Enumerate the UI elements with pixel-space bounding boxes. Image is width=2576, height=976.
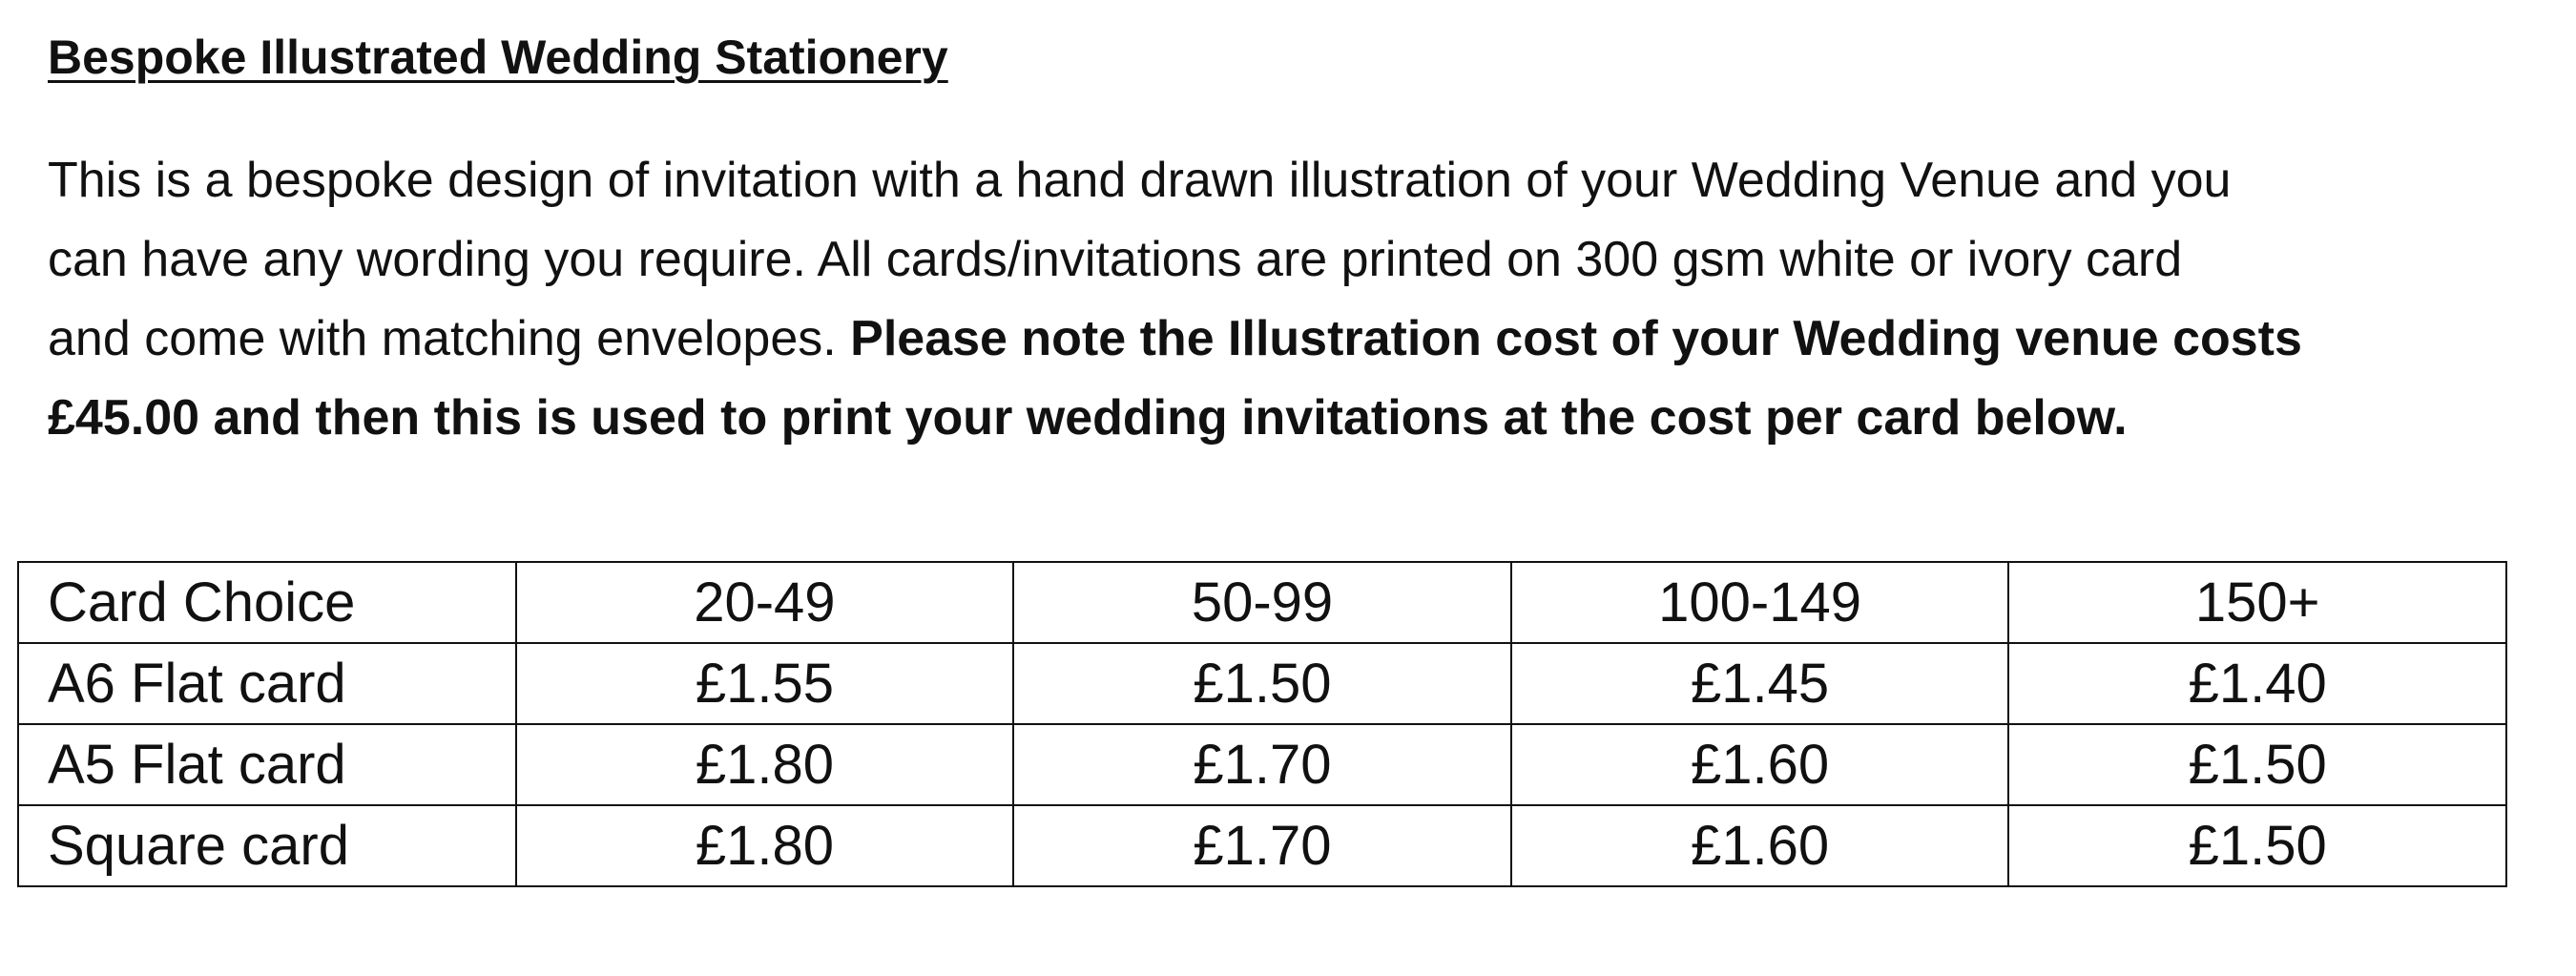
price-cell: £1.80 — [516, 724, 1014, 805]
table-row — [18, 805, 2506, 886]
header-card-choice: Card Choice — [18, 562, 516, 643]
price-cell: £1.60 — [1511, 805, 2009, 886]
document-title: Bespoke Illustrated Wedding Stationery — [48, 31, 948, 84]
header-20-49: 20-49 — [516, 562, 1014, 643]
price-table — [17, 561, 2507, 887]
intro-line-2-text: can have any wording you require. All cards/invitations are printed on 300 gsm white or ivory card — [48, 232, 2183, 287]
intro-line-4-bold: £45.00 and then this is used to print your wedding invitations at the cost per card below. — [48, 390, 2128, 446]
intro-line-1 — [48, 141, 2547, 220]
row-label: A6 Flat card — [18, 643, 516, 724]
table-header-row — [18, 562, 2506, 643]
price-cell: £1.70 — [1013, 805, 1511, 886]
table-row — [18, 724, 2506, 805]
intro-line-4 — [48, 379, 2547, 458]
header-50-99: 50-99 — [1013, 562, 1511, 643]
row-label: A5 Flat card — [18, 724, 516, 805]
price-cell: £1.50 — [2008, 724, 2506, 805]
intro-line-2 — [48, 220, 2547, 300]
price-cell: £1.80 — [516, 805, 1014, 886]
price-cell: £1.40 — [2008, 643, 2506, 724]
header-150-plus: 150+ — [2008, 562, 2506, 643]
intro-line-3-bold: Please note the Illustration cost of your Wedding venue costs — [850, 311, 2302, 366]
price-cell: £1.60 — [1511, 724, 2009, 805]
intro-line-3 — [48, 300, 2547, 379]
table-row — [18, 643, 2506, 724]
header-100-149: 100-149 — [1511, 562, 2009, 643]
price-cell: £1.70 — [1013, 724, 1511, 805]
intro-line-1-text: This is a bespoke design of invitation with a hand drawn illustration of your Wedding Venue and you — [48, 153, 2232, 208]
row-label: Square card — [18, 805, 516, 886]
intro-paragraph — [48, 141, 2547, 458]
price-cell: £1.50 — [1013, 643, 1511, 724]
price-cell: £1.50 — [2008, 805, 2506, 886]
intro-line-3-text: and come with matching envelopes. — [48, 311, 851, 366]
price-cell: £1.55 — [516, 643, 1014, 724]
price-cell: £1.45 — [1511, 643, 2009, 724]
